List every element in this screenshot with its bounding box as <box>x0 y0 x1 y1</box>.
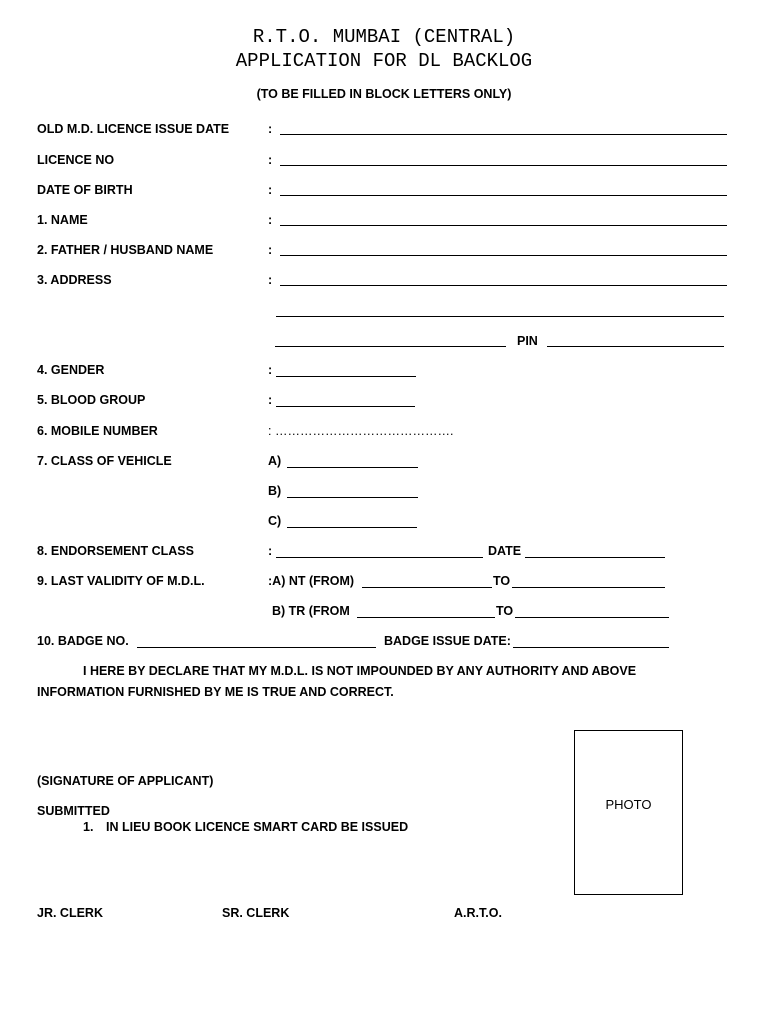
tr-to-field[interactable] <box>515 617 669 618</box>
form-subtitle: (TO BE FILLED IN BLOCK LETTERS ONLY) <box>256 87 512 101</box>
list-item-text: IN LIEU BOOK LICENCE SMART CARD BE ISSUED <box>106 820 409 834</box>
colon: : <box>268 544 273 558</box>
label-old-issue-date: OLD M.D. LICENCE ISSUE DATE <box>37 122 230 136</box>
dob-field[interactable] <box>280 195 727 196</box>
colon: : <box>268 122 273 136</box>
mobile-field-dots[interactable]: : ……………………………………. <box>268 424 454 438</box>
label-father-husband: 2. FATHER / HUSBAND NAME <box>37 243 214 257</box>
vehicle-b-field[interactable] <box>287 497 418 498</box>
label-vehicle-class: 7. CLASS OF VEHICLE <box>37 454 172 468</box>
address-field-line1[interactable] <box>280 285 727 286</box>
vehicle-a-field[interactable] <box>287 467 418 468</box>
photo-label: PHOTO <box>605 797 652 812</box>
colon: : <box>268 183 273 197</box>
nt-from-field[interactable] <box>362 587 492 588</box>
address-field-line2[interactable] <box>276 316 724 317</box>
licence-no-field[interactable] <box>280 165 727 166</box>
colon: : <box>268 153 273 167</box>
label-date: DATE <box>488 544 522 558</box>
label-mobile: 6. MOBILE NUMBER <box>37 424 158 438</box>
label-endorsement: 8. ENDORSEMENT CLASS <box>37 544 194 558</box>
label-blood-group: 5. BLOOD GROUP <box>37 393 146 407</box>
colon: : <box>268 213 273 227</box>
label-dob: DATE OF BIRTH <box>37 183 133 197</box>
name-field[interactable] <box>280 225 727 226</box>
form-title-line2: APPLICATION FOR DL BACKLOG <box>235 50 533 72</box>
label-licence-no: LICENCE NO <box>37 153 115 167</box>
colon: : <box>268 393 273 407</box>
arto-label: A.R.T.O. <box>454 906 502 920</box>
form-title-line1: R.T.O. MUMBAI (CENTRAL) <box>252 26 516 48</box>
nt-to-field[interactable] <box>512 587 665 588</box>
jr-clerk-label: JR. CLERK <box>37 906 103 920</box>
vehicle-c-label: C) <box>268 514 282 528</box>
declaration-line2: INFORMATION FURNISHED BY ME IS TRUE AND CORRECT. <box>37 685 394 699</box>
vehicle-a-label: A) <box>268 454 282 468</box>
pin-field[interactable] <box>547 346 724 347</box>
label-pin: PIN <box>517 334 538 348</box>
label-nt-to: TO <box>493 574 511 588</box>
vehicle-c-field[interactable] <box>287 527 417 528</box>
label-address: 3. ADDRESS <box>37 273 112 287</box>
address-field-line3[interactable] <box>275 346 506 347</box>
tr-from-field[interactable] <box>357 617 495 618</box>
old-issue-date-field[interactable] <box>280 134 727 135</box>
declaration-line1: I HERE BY DECLARE THAT MY M.D.L. IS NOT IMPOUNDED BY ANY AUTHORITY AND ABOVE <box>83 664 637 678</box>
colon: : <box>268 363 273 377</box>
father-husband-field[interactable] <box>280 255 727 256</box>
label-name: 1. NAME <box>37 213 88 227</box>
signature-label: (SIGNATURE OF APPLICANT) <box>37 774 214 788</box>
label-badge-no: 10. BADGE NO. <box>37 634 129 648</box>
label-badge-issue-date: BADGE ISSUE DATE: <box>384 634 511 648</box>
list-item-number: 1. <box>83 820 94 834</box>
label-tr-from: B) TR (FROM <box>272 604 350 618</box>
endorsement-date-field[interactable] <box>525 557 665 558</box>
label-nt-from: :A) NT (FROM) <box>268 574 355 588</box>
label-last-validity: 9. LAST VALIDITY OF M.D.L. <box>37 574 205 588</box>
gender-field[interactable] <box>276 376 416 377</box>
colon: : <box>268 243 273 257</box>
label-gender: 4. GENDER <box>37 363 105 377</box>
badge-no-field[interactable] <box>137 647 376 648</box>
blood-group-field[interactable] <box>276 406 415 407</box>
colon: : <box>268 273 273 287</box>
submitted-label: SUBMITTED <box>37 804 110 818</box>
sr-clerk-label: SR. CLERK <box>222 906 290 920</box>
photo-box <box>574 730 683 895</box>
badge-issue-date-field[interactable] <box>513 647 669 648</box>
vehicle-b-label: B) <box>268 484 282 498</box>
endorsement-field[interactable] <box>276 557 483 558</box>
label-tr-to: TO <box>496 604 514 618</box>
